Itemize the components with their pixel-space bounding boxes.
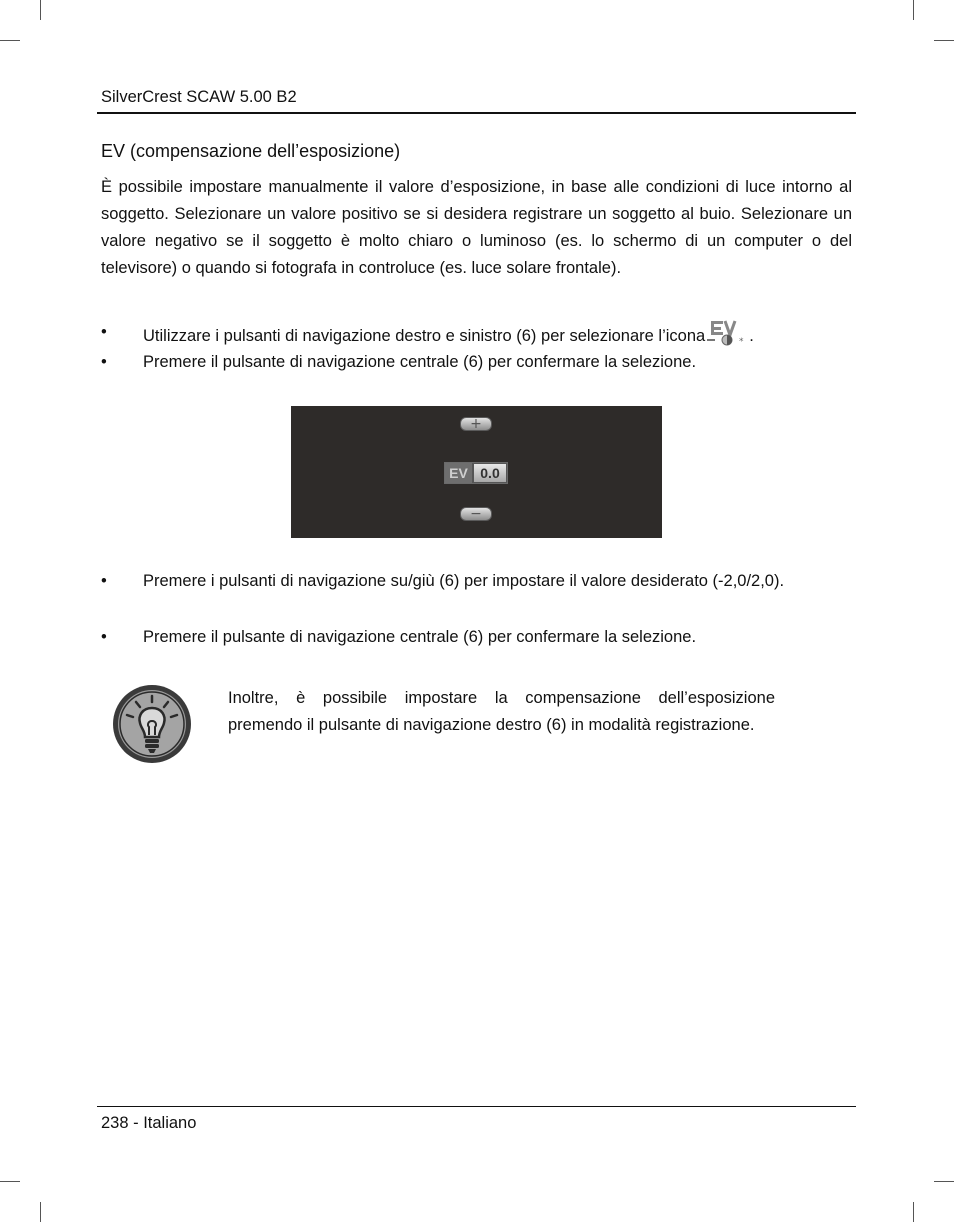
ev-indicator (444, 462, 508, 484)
ev-label: EV (445, 463, 472, 483)
crop-mark (913, 1202, 914, 1222)
crop-mark (40, 0, 41, 20)
intro-paragraph: È possibile impostare manualmente il valore d’esposizione, in base alle condizioni di luce intorno al soggetto. Selezionare un valore positivo se si desidera registrare un soggetto al buio. Selezionare un valore negativo se il soggetto è molto chiaro o luminoso (es. lo schermo di un computer o del televisore) o quando si fotografa in controluce (es. luce solare frontale). (101, 178, 852, 277)
ev-value: 0.0 (474, 464, 506, 482)
page-number: 238 - Italiano (101, 1114, 197, 1132)
bullet-text: Premere i pulsanti di navigazione su/giù (6) per impostare il valore desiderato (-2,0/2,0). (143, 572, 785, 590)
bullet-item (101, 624, 852, 651)
header-rule (97, 112, 856, 114)
crop-mark (0, 40, 20, 41)
crop-mark (934, 40, 954, 41)
bullet-dot: • (101, 628, 107, 646)
bullet-dot: • (101, 323, 107, 341)
footer-rule (97, 1106, 856, 1107)
ev-plus-button: + (460, 417, 492, 431)
bullet-text (143, 319, 852, 350)
bullet-item (101, 319, 852, 350)
ev-minus-button: − (460, 507, 492, 521)
ev-icon (707, 319, 747, 347)
crop-mark (40, 1202, 41, 1222)
bullet-item (101, 349, 852, 376)
bullet-item (101, 568, 852, 595)
section-title: EV (compensazione dell’esposizione) (101, 141, 401, 161)
bullet-dot: • (101, 353, 107, 371)
crop-mark (913, 0, 914, 20)
crop-mark (934, 1181, 954, 1182)
header-title: SilverCrest SCAW 5.00 B2 (101, 88, 297, 106)
camera-screen-illustration (291, 406, 662, 538)
bullet-text-main: Utilizzare i pulsanti di navigazione destro e sinistro (6) per selezionare l’icona (143, 327, 706, 345)
tip-text: Inoltre, è possibile impostare la compensazione dell’esposizione premendo il pulsante di navigazione destro (6) in modalità registrazione. (228, 689, 775, 734)
bullet-text: Premere il pulsante di navigazione centrale (6) per confermare la selezione. (143, 628, 697, 646)
svg-text:*: * (739, 337, 744, 347)
bullet-text: Premere il pulsante di navigazione centrale (6) per confermare la selezione. (143, 353, 697, 371)
bullet-dot: • (101, 572, 107, 590)
bullet-suffix: . (749, 327, 754, 345)
lightbulb-icon (110, 683, 194, 765)
crop-mark (0, 1181, 20, 1182)
